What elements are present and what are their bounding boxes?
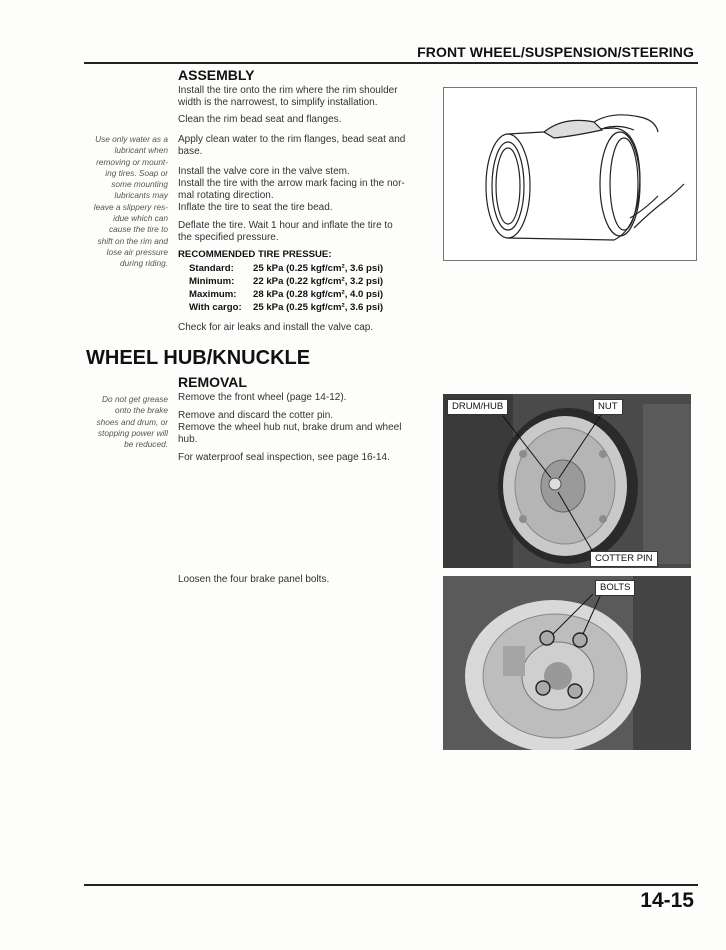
callout-bolts: BOLTS [595, 580, 635, 596]
assembly-para-5: Deflate the tire. Wait 1 hour and inflate the tire to the specified pressure. [178, 220, 393, 243]
tire-rim-illustration [443, 87, 697, 261]
loosen-bolts-text: Loosen the four brake panel bolts. [178, 574, 330, 585]
removal-para-2: Remove and discard the cotter pin. Remove the wheel hub nut, brake drum and wheel hub. [178, 410, 402, 445]
page-number: 14-15 [640, 889, 694, 912]
removal-para-3: For waterproof seal inspection, see page 16-14. [178, 452, 390, 463]
spec-heading: RECOMMENDED TIRE PRESSUE: [178, 249, 332, 260]
removal-side-note: Do not get grease onto the brake shoes and drum, or stopping power will be reduced. [96, 394, 168, 450]
page-header: FRONT WHEEL/SUSPENSION/STEERING [417, 44, 694, 60]
assembly-final: Check for air leaks and install the valve cap. [178, 322, 374, 333]
section-title: WHEEL HUB/KNUCKLE [86, 347, 311, 369]
assembly-para-3: Apply clean water to the rim flanges, bead seat and base. [178, 134, 406, 157]
removal-para-1: Remove the front wheel (page 14-12). [178, 392, 347, 403]
removal-heading: REMOVAL [178, 374, 247, 390]
spec-minimum: Minimum: 22 kPa (0.22 kgf/cm², 3.2 psi) [189, 276, 384, 287]
assembly-para-1: Install the tire onto the rim where the rim shoulder width is the narrowest, to simplify installation. [178, 85, 398, 108]
assembly-body [178, 85, 440, 334]
callout-drum-hub: DRUM/HUB [447, 399, 508, 415]
removal-body [178, 392, 440, 464]
assembly-side-note: Use only water as a lubricant when removing or mount- ing tires. Soap or some mounting lubricants may leave a slippery res- idue which can cause the tire to shift on the rim and lose air pressure during riding. [93, 134, 168, 269]
assembly-para-4: Install the valve core in the valve stem. Install the tire with the arrow mark facing in the nor- mal rotating direction. Inflate the tire to seat the tire bead. [178, 166, 405, 213]
spec-standard: Standard: 25 kPa (0.25 kgf/cm², 3.6 psi) [189, 263, 384, 274]
spec-with-cargo: With cargo: 25 kPa (0.25 kgf/cm², 3.6 psi) [189, 302, 384, 313]
assembly-heading: ASSEMBLY [178, 67, 255, 83]
header-rule [84, 62, 698, 64]
spec-maximum: Maximum: 28 kPa (0.28 kgf/cm², 4.0 psi) [189, 289, 384, 300]
callout-cotter-pin: COTTER PIN [590, 551, 658, 567]
footer-rule [84, 884, 698, 886]
assembly-para-2: Clean the rim bead seat and flanges. [178, 114, 342, 125]
drum-hub-photo [443, 394, 691, 568]
brake-panel-photo [443, 576, 691, 750]
callout-nut: NUT [593, 399, 623, 415]
spec-list [189, 262, 440, 314]
